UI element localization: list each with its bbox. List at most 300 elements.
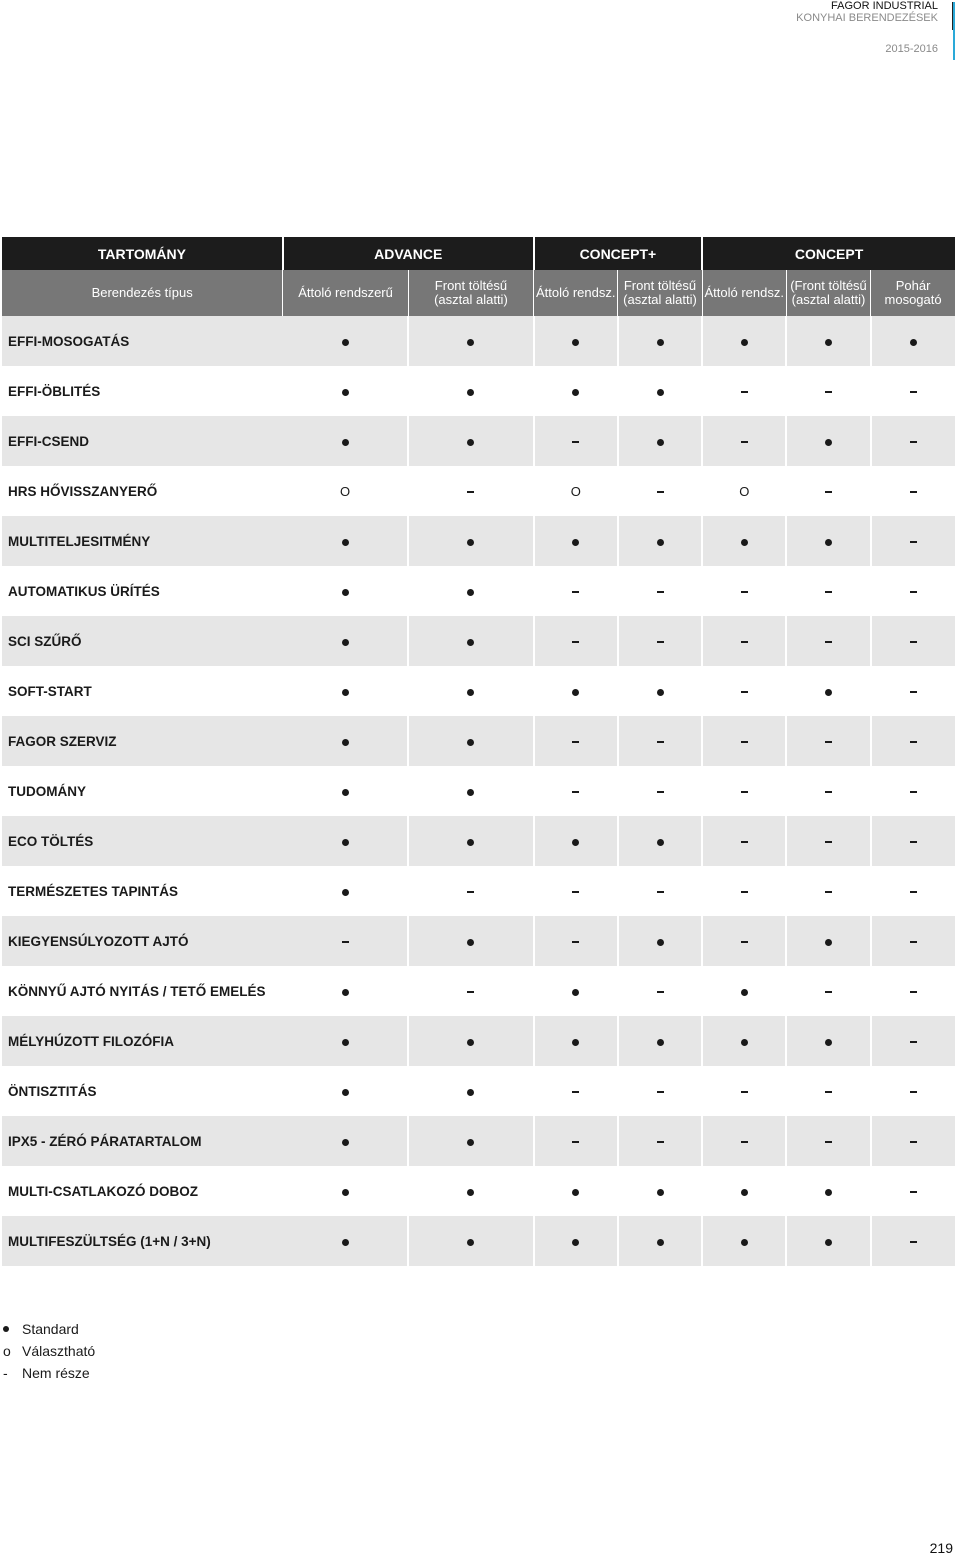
table-row [2,1016,955,1066]
legend-symbol: o [3,1343,11,1359]
legend [3,1318,95,1384]
not-included-dash-icon [741,591,748,593]
feature-cell [871,566,955,616]
feature-cell [534,1216,618,1266]
standard-dot-icon [467,339,474,346]
standard-dot-icon [825,689,832,696]
feature-cell [534,1016,618,1066]
not-included-dash-icon [657,791,664,793]
not-included-dash-icon [572,891,579,893]
not-included-dash-icon [910,791,917,793]
feature-cell [283,716,408,766]
standard-dot-icon [342,739,349,746]
standard-dot-icon [657,539,664,546]
standard-dot-icon [467,739,474,746]
feature-cell [534,516,618,566]
legend-label: Választható [22,1343,96,1359]
standard-dot-icon [825,939,832,946]
table-row [2,466,955,516]
feature-cell [871,666,955,716]
feature-label: AUTOMATIKUS ÜRÍTÉS [2,566,283,616]
feature-cell [534,1166,618,1216]
standard-dot-icon [741,1239,748,1246]
feature-cell [618,866,702,916]
not-included-dash-icon [825,741,832,743]
feature-cell [534,1116,618,1166]
not-included-dash-icon [741,1091,748,1093]
feature-rows [2,316,955,1266]
not-included-dash-icon [825,1141,832,1143]
legend-item-not-included [3,1362,95,1384]
feature-cell [786,916,870,966]
legend-symbol: - [3,1365,8,1381]
not-included-dash-icon [657,741,664,743]
standard-dot-icon [572,539,579,546]
feature-cell [786,516,870,566]
feature-cell [618,316,702,366]
feature-cell [534,466,618,516]
feature-cell [702,766,786,816]
feature-cell [786,366,870,416]
not-included-dash-icon [467,891,474,893]
feature-cell [408,916,533,966]
feature-cell [786,1166,870,1216]
standard-dot-icon [825,439,832,446]
feature-cell [871,816,955,866]
feature-cell [283,466,408,516]
feature-label: MULTI-CSATLAKOZÓ DOBOZ [2,1166,283,1216]
standard-dot-icon [825,539,832,546]
standard-dot-icon [467,789,474,796]
feature-cell [283,1166,408,1216]
feature-cell [871,1116,955,1166]
feature-cell [702,1116,786,1166]
feature-cell [408,516,533,566]
not-included-dash-icon [825,891,832,893]
feature-cell [871,416,955,466]
feature-cell [702,866,786,916]
document-header [796,0,938,55]
not-included-dash-icon [657,641,664,643]
standard-dot-icon [741,1039,748,1046]
not-included-dash-icon [657,1141,664,1143]
standard-dot-icon [741,539,748,546]
standard-dot-icon [825,1239,832,1246]
not-included-dash-icon [657,891,664,893]
not-included-dash-icon [467,991,474,993]
feature-cell [408,1216,533,1266]
feature-cell [283,1016,408,1066]
feature-cell [618,1116,702,1166]
standard-dot-icon [342,1039,349,1046]
feature-cell [408,716,533,766]
standard-dot-icon [467,589,474,596]
standard-dot-icon [657,1239,664,1246]
feature-label: SCI SZŰRŐ [2,616,283,666]
feature-label: MULTITELJESITMÉNY [2,516,283,566]
feature-cell [871,316,955,366]
feature-cell [534,366,618,416]
feature-cell [618,416,702,466]
feature-cell [408,1066,533,1116]
feature-cell [408,1116,533,1166]
feature-cell [786,1066,870,1116]
standard-dot-icon [342,1189,349,1196]
feature-cell [283,1066,408,1116]
not-included-dash-icon [910,1241,917,1243]
table-row [2,1166,955,1216]
table-row [2,716,955,766]
feature-cell [702,516,786,566]
brand-name: FAGOR INDUSTRIAL [831,0,938,12]
not-included-dash-icon [657,491,664,493]
feature-cell [702,466,786,516]
header-accent-bar [953,2,955,60]
type-header-cell: Front töltésű (asztal alatti) [408,270,533,316]
feature-cell [871,366,955,416]
legend-item-optional [3,1340,95,1362]
feature-cell [786,416,870,466]
feature-cell [534,966,618,1016]
standard-dot-icon [657,1189,664,1196]
standard-dot-icon [572,1039,579,1046]
type-row-label: Berendezés típus [2,270,283,316]
not-included-dash-icon [572,741,579,743]
feature-label: ÖNTISZTITÁS [2,1066,283,1116]
not-included-dash-icon [741,441,748,443]
not-included-dash-icon [657,591,664,593]
not-included-dash-icon [910,991,917,993]
feature-cell [702,616,786,666]
feature-cell [786,1116,870,1166]
feature-label: TUDOMÁNY [2,766,283,816]
standard-dot-icon [342,839,349,846]
not-included-dash-icon [910,1091,917,1093]
range-header: CONCEPT+ [534,237,703,270]
standard-dot-icon [657,689,664,696]
feature-cell [786,966,870,1016]
not-included-dash-icon [572,1141,579,1143]
type-header-cell: Áttoló rendsz. [534,270,618,316]
not-included-dash-icon [825,1091,832,1093]
feature-cell [534,866,618,916]
range-header: CONCEPT [702,237,955,270]
standard-dot-icon [467,1139,474,1146]
standard-dot-icon [342,689,349,696]
feature-cell [534,566,618,616]
standard-dot-icon [342,439,349,446]
feature-cell [702,1216,786,1266]
feature-cell [534,916,618,966]
feature-cell [786,666,870,716]
standard-dot-icon [467,939,474,946]
feature-cell [408,816,533,866]
table-row [2,416,955,466]
feature-cell [408,1166,533,1216]
feature-cell [871,516,955,566]
standard-dot-icon [572,339,579,346]
feature-cell [408,666,533,716]
not-included-dash-icon [910,441,917,443]
feature-cell [871,1216,955,1266]
feature-cell [283,316,408,366]
table-row [2,366,955,416]
table-row [2,666,955,716]
not-included-dash-icon [572,1091,579,1093]
feature-cell [702,1016,786,1066]
feature-cell [786,316,870,366]
feature-cell [702,566,786,616]
feature-cell [618,566,702,616]
standard-dot-icon [741,989,748,996]
standard-dot-icon [572,1239,579,1246]
feature-cell [702,1166,786,1216]
optional-symbol: O [339,484,351,500]
standard-dot-icon [657,1039,664,1046]
feature-cell [871,866,955,916]
not-included-dash-icon [741,941,748,943]
not-included-dash-icon [741,1141,748,1143]
feature-cell [283,416,408,466]
feature-label: TERMÉSZETES TAPINTÁS [2,866,283,916]
feature-cell [408,966,533,1016]
not-included-dash-icon [657,1091,664,1093]
feature-cell [283,766,408,816]
brand-subtitle: KONYHAI BERENDEZÉSEK [796,12,938,24]
feature-cell [618,516,702,566]
feature-cell [408,566,533,616]
feature-cell [702,966,786,1016]
type-header-cell: Áttoló rendszerű [283,270,408,316]
feature-cell [283,966,408,1016]
standard-dot-icon [467,539,474,546]
feature-label: SOFT-START [2,666,283,716]
legend-label: Nem része [22,1365,90,1381]
table-row [2,1216,955,1266]
feature-cell [786,466,870,516]
standard-dot-icon [572,839,579,846]
table-row [2,566,955,616]
not-included-dash-icon [741,891,748,893]
table-row [2,866,955,916]
feature-cell [786,566,870,616]
not-included-dash-icon [741,641,748,643]
feature-cell [534,716,618,766]
feature-cell [408,616,533,666]
feature-cell [283,616,408,666]
feature-cell [871,966,955,1016]
standard-dot-icon [657,839,664,846]
not-included-dash-icon [910,591,917,593]
feature-label: ECO TÖLTÉS [2,816,283,866]
feature-cell [408,866,533,916]
feature-cell [702,916,786,966]
not-included-dash-icon [825,841,832,843]
feature-cell [283,566,408,616]
standard-dot-icon [572,689,579,696]
table-row [2,966,955,1016]
type-header-cell: Pohár mosogató [871,270,955,316]
not-included-dash-icon [572,791,579,793]
standard-dot-icon [342,639,349,646]
feature-cell [534,816,618,866]
feature-cell [871,766,955,816]
feature-cell [534,416,618,466]
feature-cell [618,1216,702,1266]
feature-cell [618,966,702,1016]
standard-dot-icon [657,439,664,446]
feature-cell [408,766,533,816]
table-row [2,616,955,666]
feature-cell [283,866,408,916]
feature-cell [702,316,786,366]
type-header-row [2,270,955,316]
standard-dot-icon [910,339,917,346]
feature-cell [786,1016,870,1066]
not-included-dash-icon [910,841,917,843]
standard-dot-icon [342,539,349,546]
optional-symbol: O [739,484,750,500]
feature-label: EFFI-ÖBLITÉS [2,366,283,416]
table-row [2,516,955,566]
standard-dot-icon [741,1189,748,1196]
feature-cell [618,916,702,966]
not-included-dash-icon [825,641,832,643]
feature-cell [871,1166,955,1216]
feature-cell [283,1116,408,1166]
standard-dot-icon [467,1239,474,1246]
standard-dot-icon [572,1189,579,1196]
standard-dot-icon [741,339,748,346]
feature-label: EFFI-MOSOGATÁS [2,316,283,366]
standard-dot-icon [467,639,474,646]
optional-symbol: O [570,484,581,500]
not-included-dash-icon [572,641,579,643]
legend-item-standard [3,1318,95,1340]
feature-cell [618,466,702,516]
standard-dot-icon [825,339,832,346]
feature-label: KIEGYENSÚLYOZOTT AJTÓ [2,916,283,966]
feature-label: IPX5 - ZÉRÓ PÁRATARTALOM [2,1116,283,1166]
standard-dot-icon [467,1189,474,1196]
not-included-dash-icon [467,491,474,493]
feature-cell [871,1066,955,1116]
feature-cell [618,366,702,416]
not-included-dash-icon [910,1041,917,1043]
standard-dot-icon [572,989,579,996]
standard-dot-icon [342,1239,349,1246]
not-included-dash-icon [825,991,832,993]
not-included-dash-icon [910,541,917,543]
feature-cell [534,616,618,666]
feature-cell [408,1016,533,1066]
not-included-dash-icon [910,891,917,893]
not-included-dash-icon [741,741,748,743]
feature-cell [534,666,618,716]
feature-cell [534,316,618,366]
feature-cell [786,816,870,866]
standard-dot-icon [342,889,349,896]
not-included-dash-icon [910,391,917,393]
standard-dot-icon [657,389,664,396]
standard-dot-icon [342,589,349,596]
feature-cell [283,816,408,866]
not-included-dash-icon [741,841,748,843]
feature-cell [283,666,408,716]
feature-cell [702,416,786,466]
not-included-dash-icon [741,391,748,393]
feature-cell [408,316,533,366]
not-included-dash-icon [910,491,917,493]
standard-dot-icon [342,389,349,396]
feature-label: FAGOR SZERVIZ [2,716,283,766]
feature-cell [786,866,870,916]
not-included-dash-icon [572,441,579,443]
standard-dot-icon [342,989,349,996]
catalog-year: 2015-2016 [885,43,938,55]
feature-cell [534,766,618,816]
standard-dot-icon [467,1039,474,1046]
not-included-dash-icon [825,491,832,493]
feature-cell [618,666,702,716]
not-included-dash-icon [572,941,579,943]
not-included-dash-icon [572,591,579,593]
table-row [2,766,955,816]
feature-cell [702,366,786,416]
standard-dot-icon [657,339,664,346]
not-included-dash-icon [910,941,917,943]
table-row [2,316,955,366]
feature-cell [618,766,702,816]
standard-dot-icon [342,339,349,346]
page-number: 219 [929,1540,953,1556]
feature-label: KÖNNYŰ AJTÓ NYITÁS / TETŐ EMELÉS [2,966,283,1016]
feature-cell [283,916,408,966]
range-header: ADVANCE [283,237,534,270]
feature-cell [786,716,870,766]
feature-cell [871,916,955,966]
feature-cell [408,466,533,516]
standard-dot-icon [825,1189,832,1196]
feature-cell [786,1216,870,1266]
feature-cell [408,366,533,416]
feature-cell [871,466,955,516]
feature-cell [283,1216,408,1266]
not-included-dash-icon [825,591,832,593]
legend-label: Standard [22,1321,79,1337]
feature-cell [618,716,702,766]
feature-label: MULTIFESZÜLTSÉG (1+N / 3+N) [2,1216,283,1266]
feature-cell [786,616,870,666]
feature-cell [786,766,870,816]
range-header-row [2,237,955,270]
dot-icon [3,1326,22,1332]
standard-dot-icon [825,1039,832,1046]
feature-label: HRS HŐVISSZANYERŐ [2,466,283,516]
table-row [2,916,955,966]
type-header-cell: Áttoló rendsz. [702,270,786,316]
standard-dot-icon [572,389,579,396]
standard-dot-icon [467,689,474,696]
standard-dot-icon [657,939,664,946]
feature-cell [702,716,786,766]
feature-cell [702,816,786,866]
not-included-dash-icon [910,1141,917,1143]
feature-cell [534,1066,618,1116]
feature-cell [283,366,408,416]
not-included-dash-icon [342,941,349,943]
feature-cell [618,616,702,666]
